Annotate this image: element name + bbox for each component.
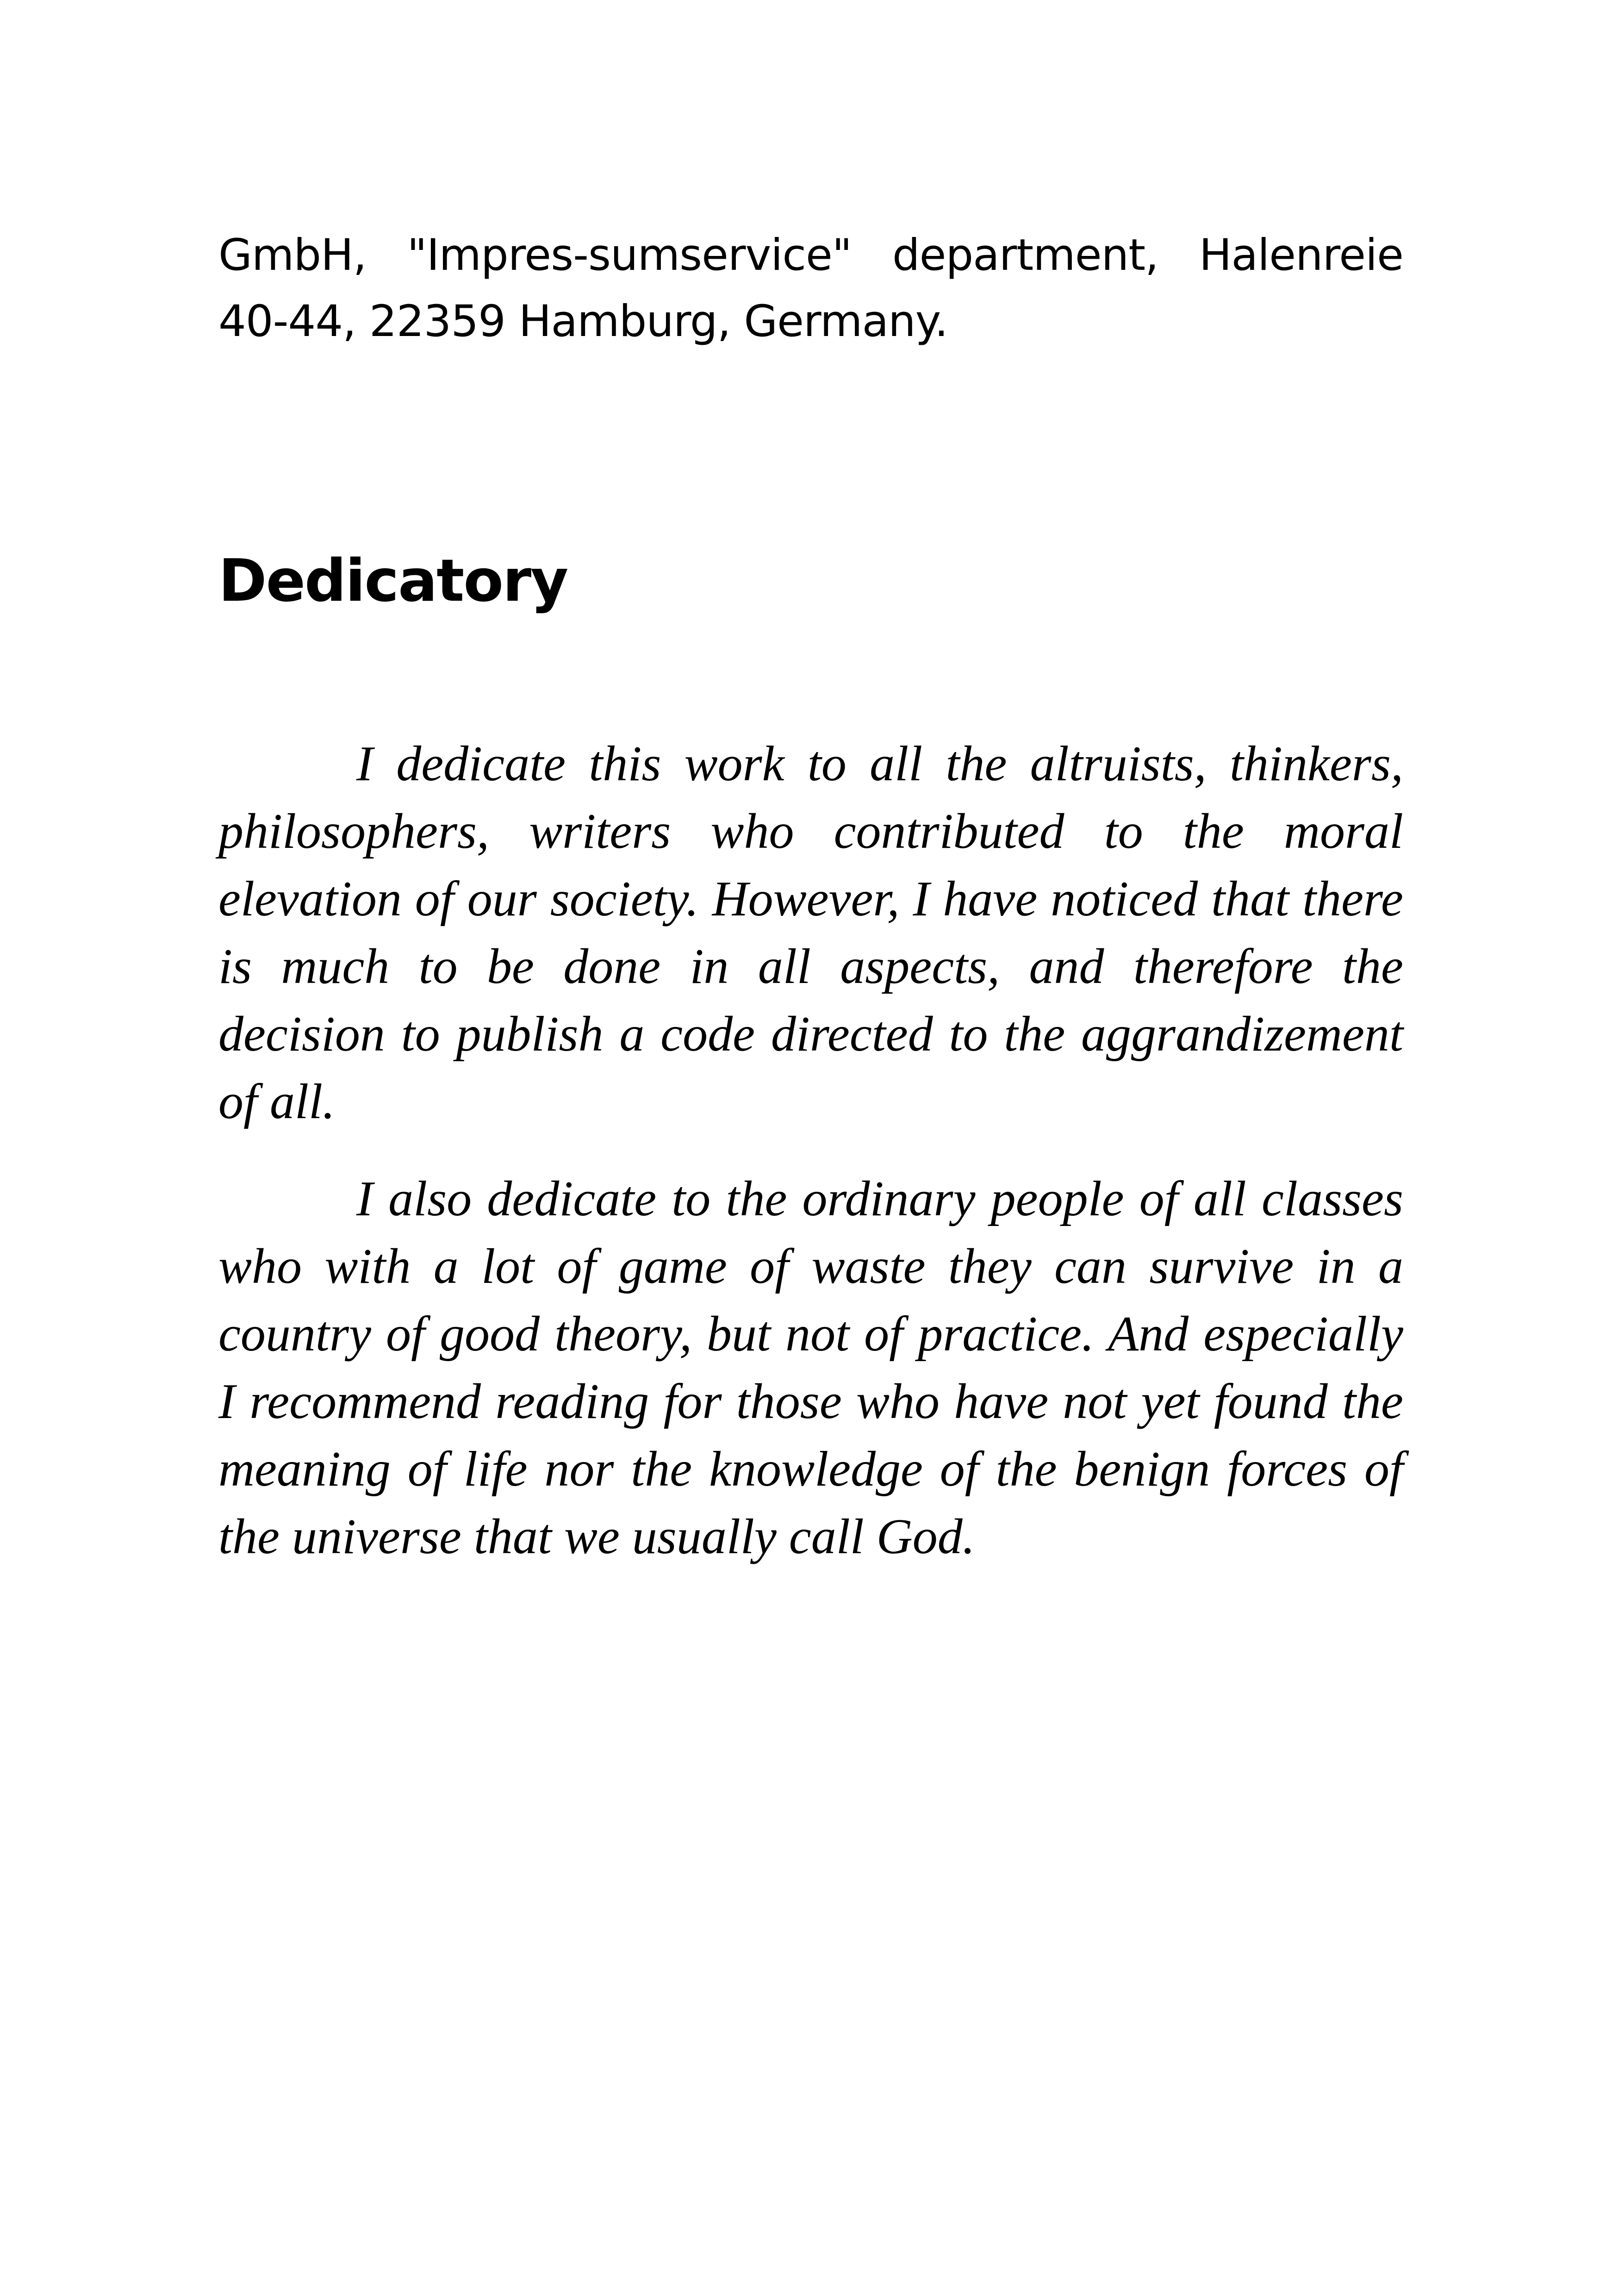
page-title: Dedicatory [218, 547, 568, 615]
dedication-body [218, 730, 1403, 1600]
imprint-address-text: GmbH, "Impres-sumservice" department, Halenreie 40-44, 22359 Hamburg, Germany. [218, 230, 1403, 347]
dedication-paragraph-1: I dedicate this work to all the altruists, thinkers, philosophers, writers who contributed to the moral elevation of our society. However, I have noticed that there is much to be done in all aspects, and therefore the decision to publish a code directed to the aggrandizement of all. [218, 736, 1403, 1129]
dedication-paragraph-2: I also dedicate to the ordinary people of all classes who with a lot of game of waste they can survive in a country of good theory, but not of practice. And especially I recommend reading for those who have not yet found the meaning of life nor the knowledge of the benign forces of the universe that we usually call God. [218, 1171, 1403, 1564]
